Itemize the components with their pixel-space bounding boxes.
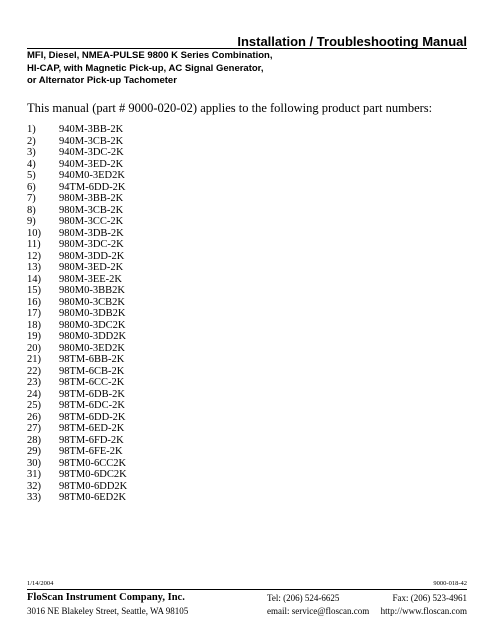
part-number: 98TM0-6DC2K — [59, 469, 127, 480]
part-number: 940M-3ED-2K — [59, 158, 124, 170]
list-item-number: 16) — [27, 296, 41, 308]
list-item — [27, 274, 127, 286]
part-number: 980M0-3DD2K — [59, 331, 127, 342]
list-item-number: 24) — [27, 388, 41, 400]
part-number: 980M0-3DC2K — [59, 319, 126, 331]
list-item — [27, 400, 127, 412]
list-item-number: 22) — [27, 365, 41, 377]
list-item — [27, 170, 127, 182]
part-number: 940M-3CB-2K — [59, 135, 124, 147]
list-item-number: 14) — [27, 273, 41, 285]
list-item — [27, 320, 127, 332]
list-item-number: 31) — [27, 469, 41, 480]
subtitle-line: HI-CAP, with Magnetic Pick-up, AC Signal Generator, — [27, 62, 264, 74]
list-item — [27, 251, 127, 263]
list-item — [27, 469, 127, 481]
list-item — [27, 285, 127, 297]
list-item — [27, 147, 127, 159]
list-item — [27, 136, 127, 148]
list-item-number: 7) — [27, 193, 36, 204]
part-number: 980M-3BB-2K — [59, 193, 124, 204]
list-item-number: 21) — [27, 354, 41, 365]
list-item — [27, 481, 127, 493]
list-item — [27, 239, 127, 251]
list-item — [27, 216, 127, 228]
footer-rule — [27, 589, 467, 590]
list-item-number: 28) — [27, 434, 41, 446]
list-item — [27, 412, 127, 424]
list-item — [27, 458, 127, 470]
list-item-number: 15) — [27, 285, 41, 296]
part-number: 98TM-6BB-2K — [59, 354, 125, 365]
footer-doc-number: 9000-018-42 — [433, 580, 467, 587]
part-number: 940M-3DC-2K — [59, 147, 124, 158]
list-item-number: 26) — [27, 411, 41, 423]
list-item-number: 4) — [27, 158, 36, 170]
footer-date: 1/14/2004 — [27, 580, 54, 587]
part-number: 98TM-6FD-2K — [59, 434, 124, 446]
list-item-number: 27) — [27, 423, 41, 434]
part-number: 980M0-3DB2K — [59, 308, 126, 319]
part-number: 980M-3EE-2K — [59, 273, 122, 285]
list-item-number: 3) — [27, 147, 36, 158]
list-item — [27, 262, 127, 274]
part-number: 980M-3DC-2K — [59, 239, 124, 250]
list-item-number: 17) — [27, 308, 41, 319]
part-number: 98TM-6DB-2K — [59, 388, 125, 400]
subtitle-line: or Alternator Pick-up Tachometer — [27, 75, 177, 86]
list-item-number: 29) — [27, 446, 41, 457]
list-item-number: 2) — [27, 135, 36, 147]
list-item-number: 9) — [27, 216, 36, 227]
company-name: FloScan Instrument Company, Inc. — [27, 592, 185, 603]
part-number: 98TM-6CB-2K — [59, 365, 125, 377]
list-item — [27, 297, 127, 309]
part-number: 98TM-6ED-2K — [59, 423, 125, 434]
part-number: 980M-3CC-2K — [59, 216, 124, 227]
list-item — [27, 193, 127, 205]
list-item-number: 32) — [27, 480, 41, 492]
list-item-number: 25) — [27, 400, 41, 411]
part-number-list — [27, 124, 127, 504]
fax: Fax: (206) 523-4961 — [392, 593, 467, 603]
website-link[interactable]: http://www.floscan.com — [380, 606, 467, 616]
part-number: 98TM0-6DD2K — [59, 480, 128, 492]
list-item — [27, 389, 127, 401]
part-number: 98TM0-6ED2K — [59, 492, 127, 503]
header-rule — [27, 48, 467, 49]
list-item-number: 13) — [27, 262, 41, 273]
part-number: 980M-3DD-2K — [59, 250, 125, 262]
list-item — [27, 124, 127, 136]
list-item — [27, 377, 127, 389]
list-item — [27, 331, 127, 343]
list-item — [27, 446, 127, 458]
list-item-number: 30) — [27, 457, 41, 469]
list-item-number: 5) — [27, 170, 36, 181]
list-item — [27, 435, 127, 447]
page-title: Installation / Troubleshooting Manual — [237, 34, 467, 49]
part-number: 980M0-3CB2K — [59, 296, 125, 308]
part-number: 980M-3ED-2K — [59, 262, 124, 273]
telephone: Tel: (206) 524-6625 — [267, 593, 340, 603]
list-item — [27, 228, 127, 240]
list-item-number: 8) — [27, 204, 36, 216]
part-number: 980M-3CB-2K — [59, 204, 124, 216]
list-item-number: 6) — [27, 181, 36, 193]
part-number: 980M0-3ED2K — [59, 342, 125, 354]
subtitle — [27, 50, 272, 88]
list-item — [27, 492, 127, 504]
list-item-number: 12) — [27, 250, 41, 262]
list-item — [27, 205, 127, 217]
list-item — [27, 343, 127, 355]
part-number: 98TM-6CC-2K — [59, 377, 125, 388]
intro-text: This manual (part # 9000-020-02) applies to the following product part numbers: — [27, 101, 433, 115]
list-item-number: 11) — [27, 239, 41, 250]
part-number: 94TM-6DD-2K — [59, 181, 126, 193]
list-item — [27, 354, 127, 366]
list-item-number: 1) — [27, 124, 36, 135]
part-number: 98TM-6DD-2K — [59, 411, 126, 423]
list-item — [27, 159, 127, 171]
subtitle-line: MFI, Diesel, NMEA-PULSE 9800 K Series Combination, — [27, 50, 273, 61]
part-number: 940M-3BB-2K — [59, 124, 124, 135]
part-number: 98TM-6DC-2K — [59, 400, 125, 411]
part-number: 980M0-3BB2K — [59, 285, 125, 296]
list-item-number: 33) — [27, 492, 41, 503]
part-number: 98TM0-6CC2K — [59, 457, 127, 469]
list-item-number: 10) — [27, 227, 41, 239]
list-item-number: 23) — [27, 377, 41, 388]
list-item-number: 18) — [27, 319, 41, 331]
email-link[interactable]: email: service@floscan.com — [267, 606, 370, 616]
list-item-number: 19) — [27, 331, 41, 342]
list-item — [27, 366, 127, 378]
part-number: 98TM-6FE-2K — [59, 446, 123, 457]
list-item-number: 20) — [27, 342, 41, 354]
list-item — [27, 423, 127, 435]
list-item — [27, 308, 127, 320]
part-number: 980M-3DB-2K — [59, 227, 124, 239]
company-address: 3016 NE Blakeley Street, Seattle, WA 98105 — [27, 606, 189, 616]
list-item — [27, 182, 127, 194]
part-number: 940M0-3ED2K — [59, 170, 125, 181]
